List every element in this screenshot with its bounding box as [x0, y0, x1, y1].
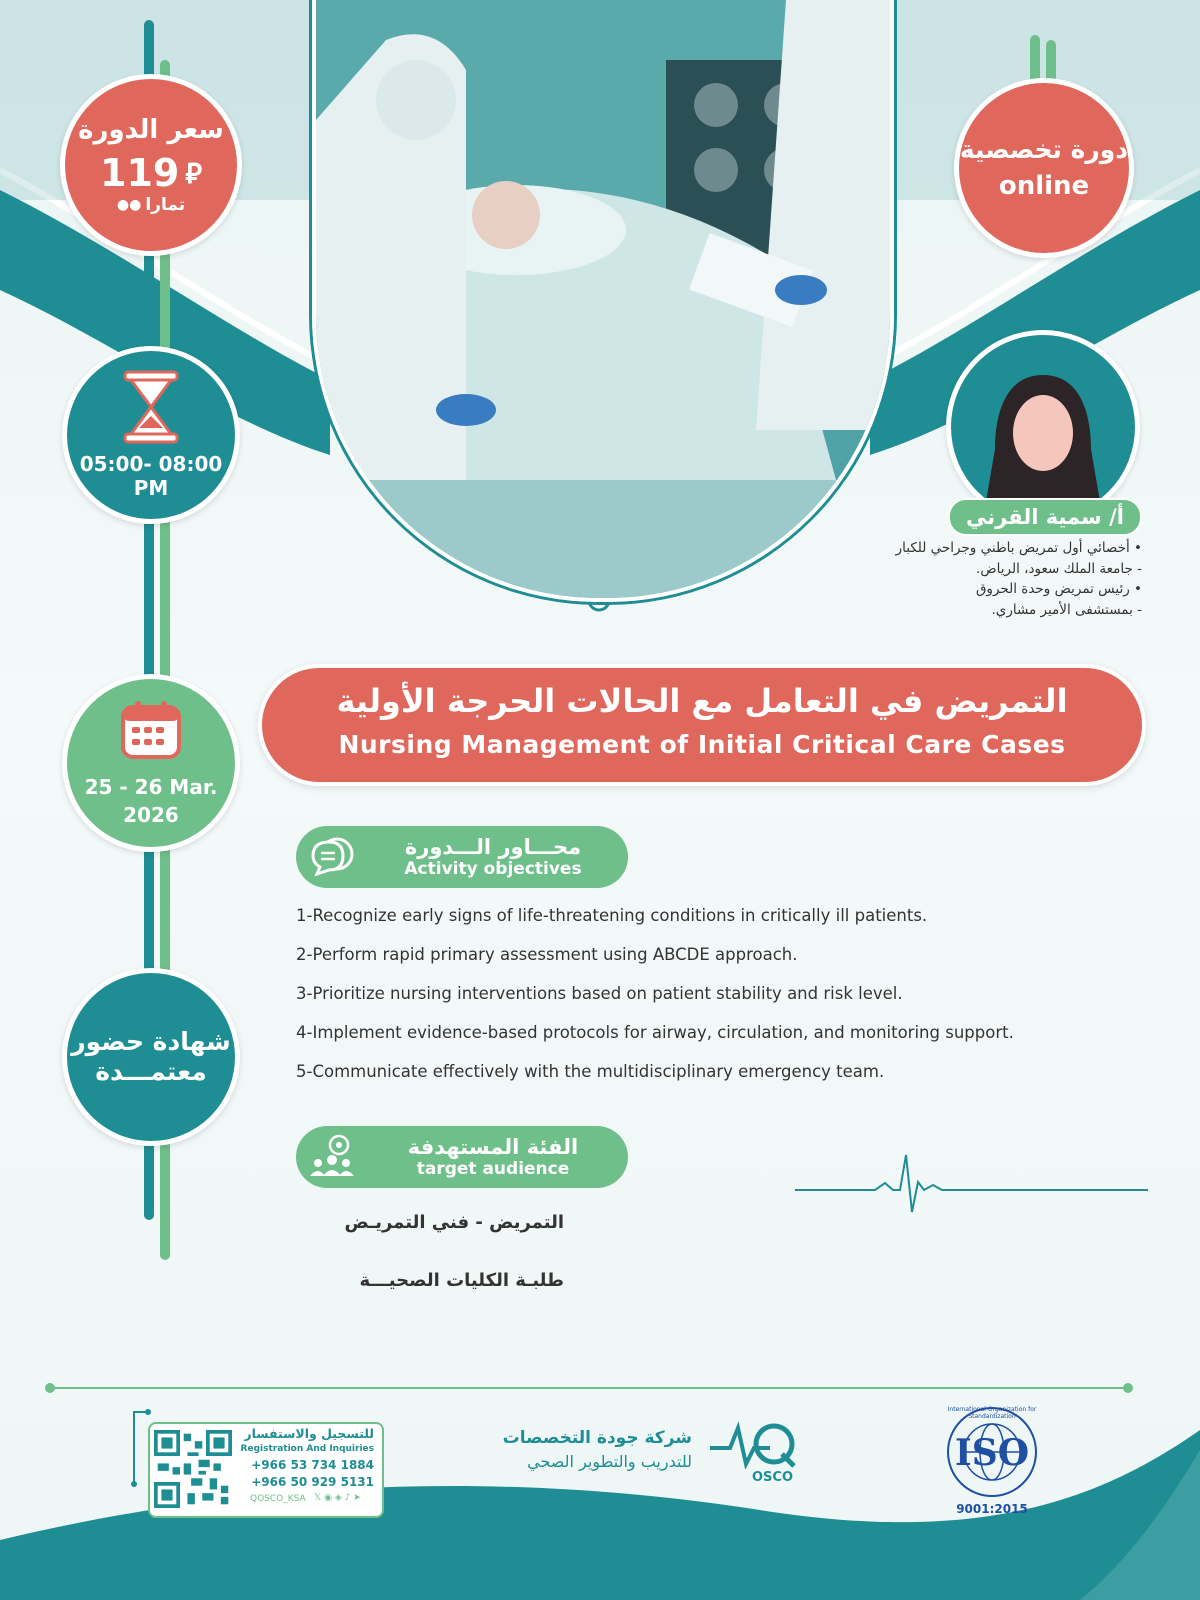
audience-header [296, 1126, 628, 1188]
objectives-title-ar: محـــاور الـــدورة [404, 835, 582, 859]
bio-line: • رئيس تمريض وحدة الحروق [975, 581, 1142, 597]
heartbeat-q-icon [710, 1420, 806, 1472]
instructor-avatar [946, 330, 1140, 524]
tamara-label: تمارا [145, 194, 186, 215]
objective-item: 1-Recognize early signs of life-threatening conditions in critically ill patients. [296, 906, 928, 925]
hourglass-icon [121, 370, 181, 444]
company-name-ar: شركة جودة التخصصات [502, 1428, 692, 1448]
objective-item: 4-Implement evidence-based protocols for airway, circulation, and monitoring support. [296, 1023, 1014, 1042]
registration-label-en: Registration And Inquiries [240, 1444, 374, 1454]
time-badge [62, 346, 240, 524]
social-handle[interactable]: QOSCO_KSA [250, 1494, 306, 1504]
qosco-logo-text: OSCO [752, 1470, 794, 1485]
course-type-line2: online [998, 171, 1090, 201]
iso-logo [932, 1404, 1052, 1520]
date-badge [62, 674, 240, 852]
bio-line: • أخصائي أول تمريض باطني وجراحي للكبار [895, 540, 1142, 556]
instructor-bio [802, 538, 1142, 620]
objective-item: 2-Perform rapid primary assessment using ABCDE approach. [296, 945, 798, 964]
audience-item: التمريض - فني التمريـض [344, 1212, 564, 1233]
connector-line [128, 1408, 158, 1488]
objective-item: 5-Communicate effectively with the multidisciplinary emergency team. [296, 1062, 885, 1081]
woman-hijab-icon [973, 369, 1113, 519]
audience-title-ar: الفئة المستهدفة [407, 1135, 579, 1159]
phone-number[interactable]: +966 50 929 5131 [251, 1475, 374, 1489]
objectives-header [296, 826, 628, 888]
certificate-line2: معتمـــدة [95, 1057, 207, 1086]
qosco-logo [710, 1420, 806, 1490]
iso-mark: ISO [954, 1432, 1030, 1474]
course-type-line1: دورة تخصصية [959, 135, 1129, 164]
registration-label-ar: للتسجيل والاستفسار [244, 1426, 374, 1441]
calendar-icon [119, 699, 183, 761]
course-title [258, 664, 1146, 786]
iso-cert-number: 9001:2015 [956, 1502, 1028, 1516]
bio-line: - جامعة الملك سعود، الرياض. [976, 560, 1142, 577]
price-badge [60, 74, 242, 256]
date-line1: 25 - 26 Mar. [84, 775, 218, 799]
chat-bubbles-icon [306, 831, 358, 883]
audience-item: طلبـة الكليات الصحيـــة [359, 1270, 564, 1291]
company-tagline-ar: للتدريب والتطوير الصحي [527, 1452, 692, 1471]
instructor-name: أ/ سمية القرني [948, 498, 1142, 536]
audience-title-en: target audience [416, 1159, 570, 1179]
qr-code-icon[interactable] [154, 1430, 232, 1508]
social-icons[interactable]: 𝕏 ◉ ◈ ♪ ➤ [314, 1493, 361, 1503]
course-title-ar: التمريض في التعامل مع الحالات الحرجة الأولية [336, 682, 1068, 720]
iso-ring-text: International Organization for Standardization [947, 1406, 1037, 1420]
time-line1: 05:00- 08:00 [79, 452, 223, 476]
time-line2: PM [133, 476, 169, 500]
target-group-icon [306, 1131, 358, 1183]
registration-box [148, 1422, 384, 1518]
tamara-icon: ●● [116, 196, 142, 213]
date-line2: 2026 [123, 803, 179, 827]
course-title-en: Nursing Management of Initial Critical Care Cases [338, 730, 1066, 759]
objectives-title-en: Activity objectives [404, 859, 582, 879]
riyal-icon: ⃁ [185, 157, 202, 191]
certificate-line1: شهادة حضور [71, 1027, 231, 1056]
hospital-photo [312, 0, 894, 602]
bio-line: - بمستشفى الأمير مشاري. [991, 601, 1142, 618]
course-type-badge [954, 78, 1134, 258]
phone-number[interactable]: +966 53 734 1884 [251, 1458, 374, 1472]
price-amount: 119 [100, 150, 180, 195]
certificate-badge [62, 968, 240, 1146]
objective-item: 3-Prioritize nursing interventions based on patient stability and risk level. [296, 984, 903, 1003]
price-label: سعر الدورة [78, 115, 224, 146]
